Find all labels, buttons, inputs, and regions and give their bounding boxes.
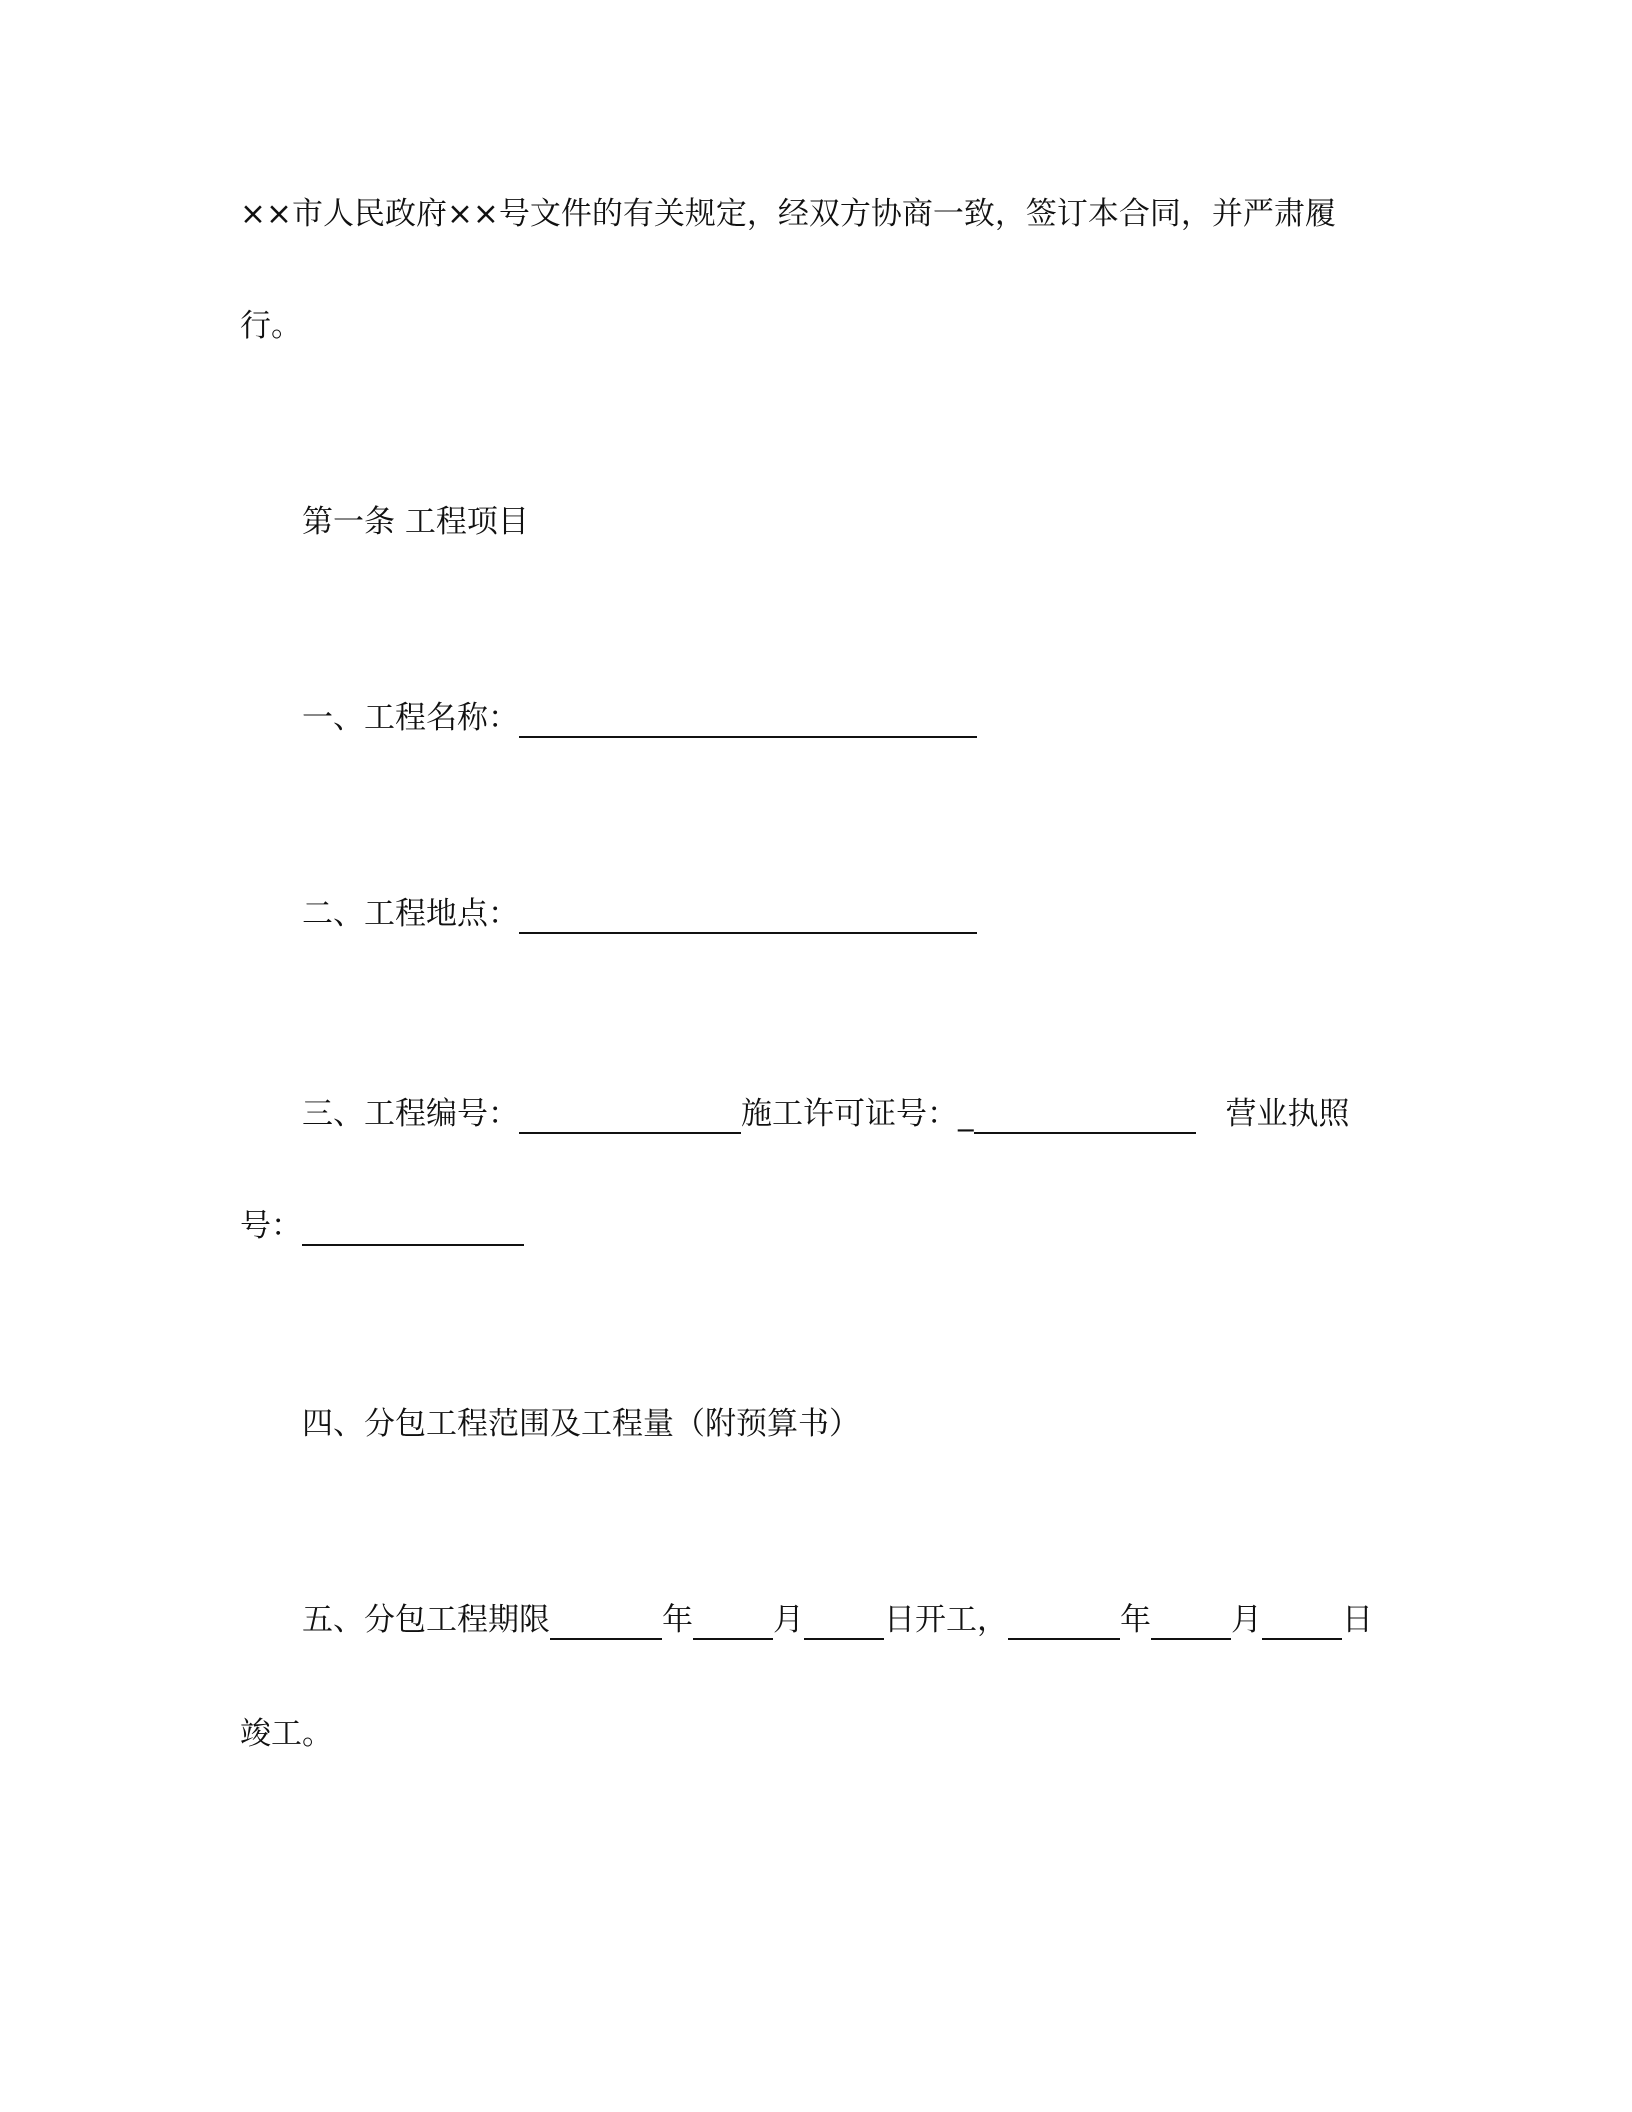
item-3-license-line: [240, 1206, 524, 1246]
item-4-scope: 四、分包工程范围及工程量（附预算书）: [302, 1406, 860, 1442]
item-3-project-number: [302, 1094, 1350, 1134]
item-1-label: 一、工程名称：: [302, 700, 519, 736]
end-month-blank[interactable]: [1151, 1604, 1231, 1640]
project-number-blank[interactable]: [519, 1098, 741, 1134]
permit-prefix: _: [958, 1096, 974, 1132]
unit-month: 月: [773, 1602, 804, 1638]
item-3-label: 三、工程编号：: [302, 1096, 519, 1132]
start-day-blank[interactable]: [804, 1604, 884, 1640]
project-location-blank[interactable]: [519, 898, 977, 934]
item-2-label: 二、工程地点：: [302, 896, 519, 932]
intro-paragraph-line-2: 行。: [240, 308, 302, 344]
unit-day-start: 日开工，: [884, 1602, 1008, 1638]
intro-paragraph-line-1: ××市人民政府××号文件的有关规定，经双方协商一致，签订本合同，并严肃履: [240, 196, 1336, 232]
unit-year: 年: [662, 1602, 693, 1638]
unit-day-end: 日: [1342, 1602, 1373, 1638]
start-year-blank[interactable]: [550, 1604, 662, 1640]
item-2-project-location: [302, 894, 977, 934]
start-month-blank[interactable]: [693, 1604, 773, 1640]
license-number-blank[interactable]: [302, 1210, 524, 1246]
permit-label: 施工许可证号：: [741, 1096, 958, 1132]
unit-month-2: 月: [1231, 1602, 1262, 1638]
license-label: 营业执照: [1225, 1096, 1350, 1132]
item-5-period: [302, 1600, 1373, 1640]
unit-year-2: 年: [1120, 1602, 1151, 1638]
permit-number-blank[interactable]: [974, 1098, 1196, 1134]
end-day-blank[interactable]: [1262, 1604, 1342, 1640]
project-name-blank[interactable]: [519, 702, 977, 738]
item-5-label: 五、分包工程期限: [302, 1602, 550, 1638]
end-year-blank[interactable]: [1008, 1604, 1120, 1640]
article-1-heading: 第一条 工程项目: [302, 504, 529, 540]
item-1-project-name: [302, 698, 977, 738]
item-5-completion: 竣工。: [240, 1716, 333, 1752]
license-label-cont: 号：: [240, 1208, 302, 1244]
